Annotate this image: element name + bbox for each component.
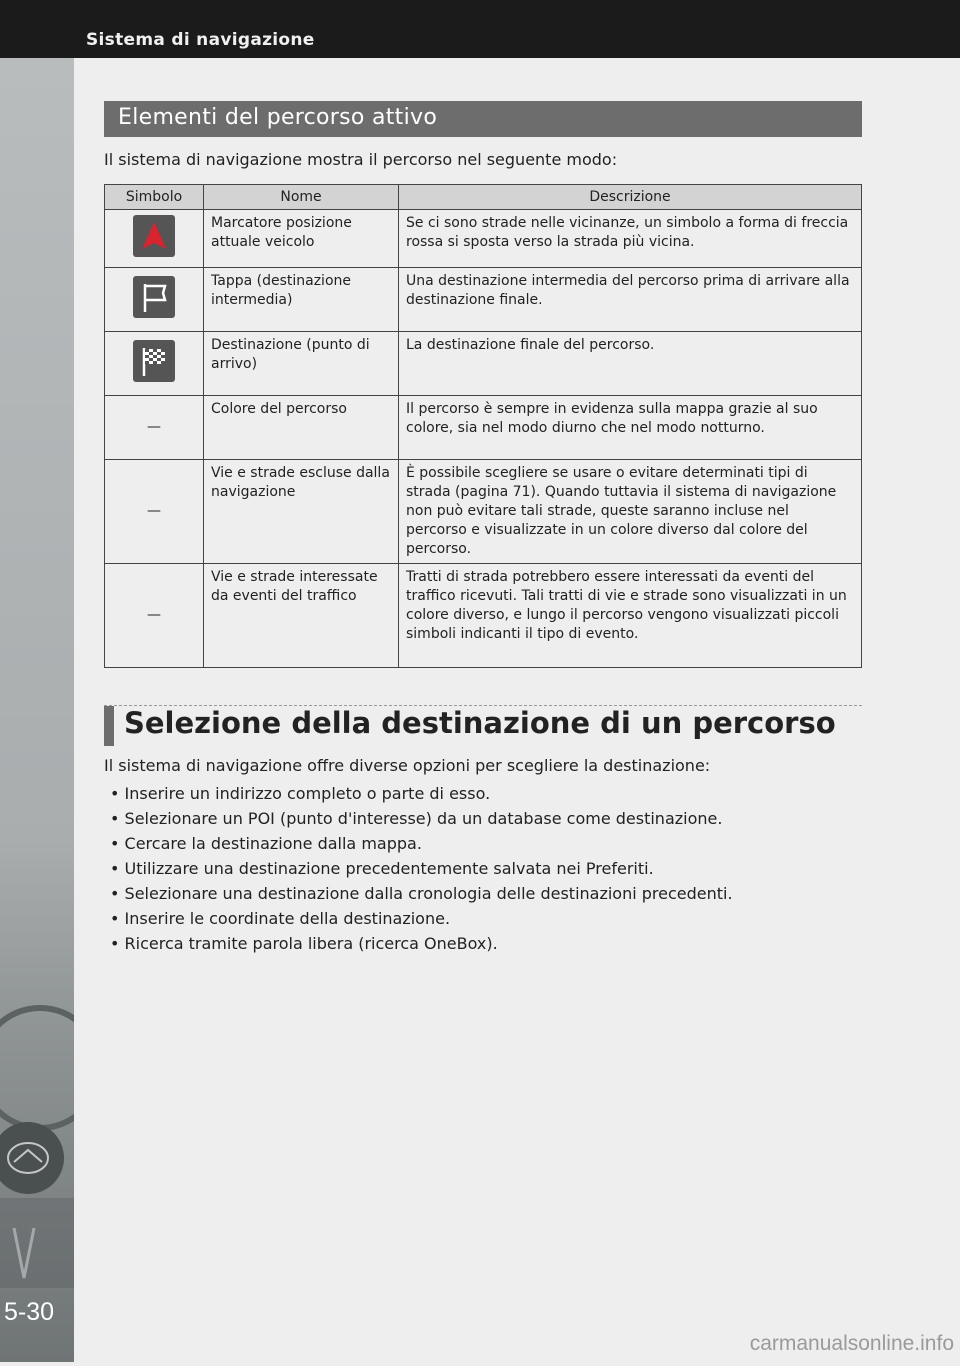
column-header: Descrizione xyxy=(399,185,862,210)
description-cell: Il percorso è sempre in evidenza sulla mappa grazie al suo colore, sia nel modo diurno che nel modo notturno. xyxy=(399,396,862,460)
description-cell: Se ci sono strade nelle vicinanze, un simbolo a forma di freccia rossa si sposta verso la strada più vicina. xyxy=(399,210,862,268)
page-number: 5-30 xyxy=(4,1298,55,1326)
name-cell: Marcatore posizione attuale veicolo xyxy=(204,210,399,268)
list-item: • Inserire le coordinate della destinazione. xyxy=(110,906,733,931)
list-item: • Selezionare una destinazione dalla cronologia delle destinazioni precedenti. xyxy=(110,881,733,906)
dashboard-sidebar-image xyxy=(0,58,74,1362)
symbol-cell: — xyxy=(105,396,204,460)
name-cell: Tappa (destinazione intermedia) xyxy=(204,268,399,332)
description-cell: Tratti di strada potrebbero essere interessati da eventi del traffico ricevuti. Tali tratti di vie e strade sono visualizzati in un colore diverso, e lungo il percorso vengono visualizzati piccoli simboli indicanti il tipo di evento. xyxy=(399,564,862,668)
symbol-cell xyxy=(105,210,204,268)
section-intro: Il sistema di navigazione mostra il percorso nel seguente modo: xyxy=(104,150,618,169)
section-intro: Il sistema di navigazione offre diverse opzioni per scegliere la destinazione: xyxy=(104,756,711,775)
name-cell: Destinazione (punto di arrivo) xyxy=(204,332,399,396)
checkered-flag-icon xyxy=(133,340,175,382)
list-item: • Inserire un indirizzo completo o parte di esso. xyxy=(110,781,733,806)
white-flag-icon xyxy=(133,276,175,318)
watermark: carmanualsonline.info xyxy=(749,1332,954,1355)
list-item: • Ricerca tramite parola libera (ricerca OneBox). xyxy=(110,931,733,956)
destination-options-list xyxy=(110,781,733,956)
symbol-cell xyxy=(105,332,204,396)
route-elements-table xyxy=(104,184,862,668)
column-header: Simbolo xyxy=(105,185,204,210)
red-arrow-icon xyxy=(133,215,175,257)
description-cell: Una destinazione intermedia del percorso prima di arrivare alla destinazione finale. xyxy=(399,268,862,332)
name-cell: Colore del percorso xyxy=(204,396,399,460)
section-heading: Selezione della destinazione di un percorso xyxy=(124,706,836,740)
column-header: Nome xyxy=(204,185,399,210)
table-header-row xyxy=(105,185,862,210)
page-header xyxy=(0,0,960,58)
header-title: Sistema di navigazione xyxy=(86,30,315,50)
section-title: Elementi del percorso attivo xyxy=(118,105,438,130)
table-row xyxy=(105,396,862,460)
table-row xyxy=(105,268,862,332)
list-item: • Utilizzare una destinazione precedentemente salvata nei Preferiti. xyxy=(110,856,733,881)
heading-accent-bar xyxy=(104,706,114,746)
symbol-cell: — xyxy=(105,460,204,564)
symbol-cell xyxy=(105,268,204,332)
table-row xyxy=(105,210,862,268)
table-row xyxy=(105,564,862,668)
list-item: • Cercare la destinazione dalla mappa. xyxy=(110,831,733,856)
table-row xyxy=(105,332,862,396)
list-item: • Selezionare un POI (punto d'interesse) da un database come destinazione. xyxy=(110,806,733,831)
description-cell: La destinazione finale del percorso. xyxy=(399,332,862,396)
section-title-bar xyxy=(104,101,862,137)
name-cell: Vie e strade escluse dalla navigazione xyxy=(204,460,399,564)
name-cell: Vie e strade interessate da eventi del traffico xyxy=(204,564,399,668)
table-row xyxy=(105,460,862,564)
description-cell: È possibile scegliere se usare o evitare determinati tipi di strada (pagina 71). Quando tuttavia il sistema di navigazione non può evitare tali strade, queste saranno incluse nel percorso e visualizzate in un colore diverso dal colore del percorso. xyxy=(399,460,862,564)
steering-wheel-icon xyxy=(0,58,74,1362)
symbol-cell: — xyxy=(105,564,204,668)
